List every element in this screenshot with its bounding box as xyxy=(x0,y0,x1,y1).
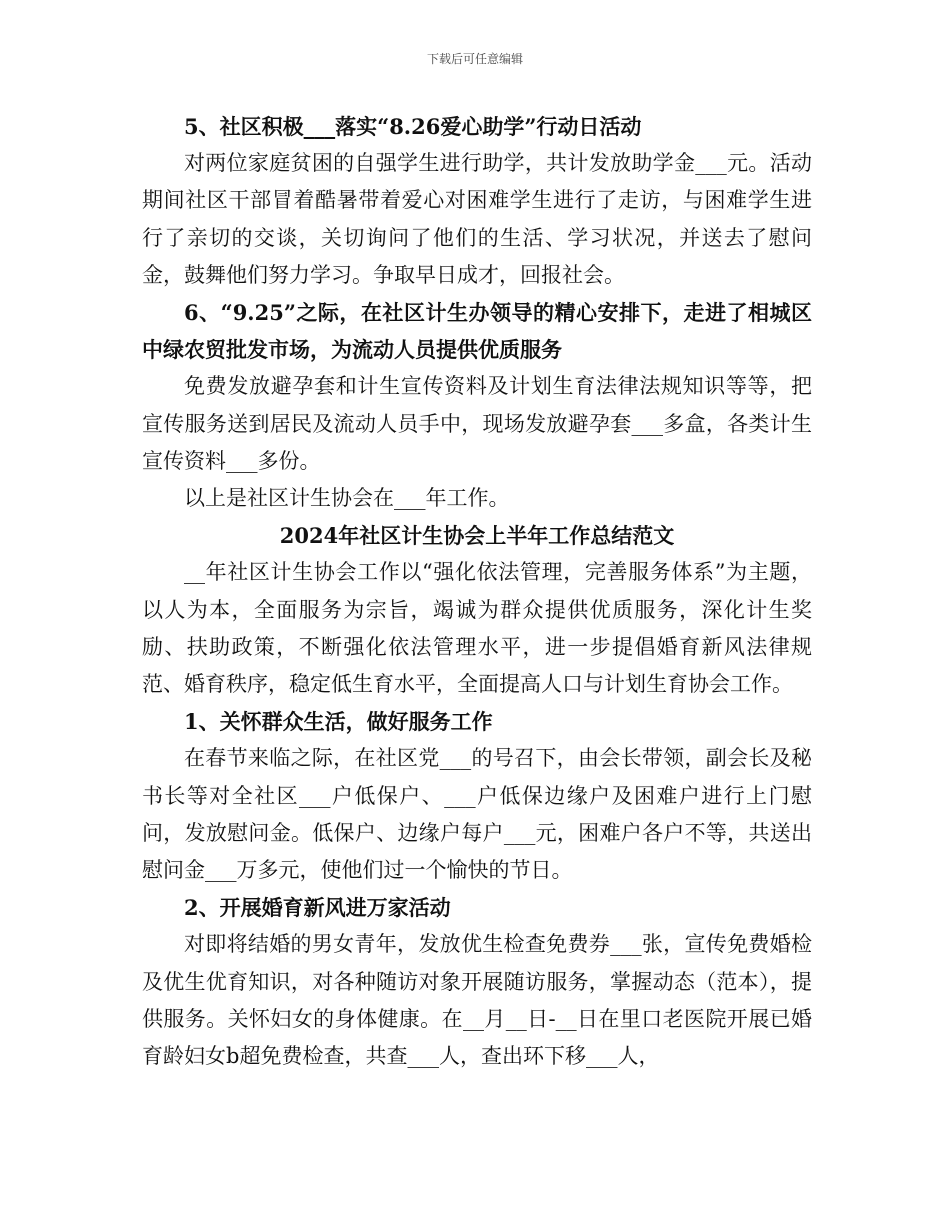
paragraph-spring-festival: 在春节来临之际，在社区党___的号召下，由会长带领，副会长及秘书长等对全社区___户低保户、___户低保边缘户及困难户进行上门慰问，发放慰问金。低保户、边缘户每户___元，困难户各户不等，共送出慰问金___万多元，使他们过一个愉快的节日。 xyxy=(142,746,812,883)
section-heading-5: 5、社区积极___落实“8.26爱心助学”行动日活动 xyxy=(184,114,642,139)
paragraph-free-distribution: 免费发放避孕套和计生宣传资料及计划生育法律法规知识等等，把宣传服务送到居民及流动人员手中，现场发放避孕套___多盒，各类计生宣传资料___多份。 xyxy=(142,374,812,473)
section-heading-6: 6、“9.25”之际，在社区计生办领导的精心安排下，走进了相城区中绿农贸批发市场，为流动人员提供优质服务 xyxy=(142,300,812,363)
section-heading-1: 1、关怀群众生活，做好服务工作 xyxy=(184,709,493,735)
document-title: 2024年社区计生协会上半年工作总结范文 xyxy=(279,523,675,549)
paragraph-marriage-campaign: 对即将结婚的男女青年，发放优生检查免费券___张，宣传免费婚检及优生优育知识，对各种随访对象开展随访服务，掌握动态（范本），提供服务。关怀妇女的身体健康。在__月__日-__日在里口老医院开展已婚育龄妇女b超免费检查，共查___人，查出环下移___人， xyxy=(142,932,812,1069)
page-header-note: 下载后可任意编辑 xyxy=(426,52,523,66)
paragraph-summary-line: 以上是社区计生协会在___年工作。 xyxy=(184,486,510,511)
paragraph-student-aid: 对两位家庭贫困的自强学生进行助学，共计发放助学金___元。活动期间社区干部冒着酷暑带着爱心对困难学生进行了走访，与困难学生进行了亲切的交谈，关切询问了他们的生活、学习状况，并送去了慰问金，鼓舞他们努力学习。争取早日成才，回报社会。 xyxy=(142,151,812,287)
section-heading-2: 2、开展婚育新风进万家活动 xyxy=(184,895,451,921)
paragraph-intro: __年社区计生协会工作以“强化依法管理，完善服务体系”为主题，以人为本，全面服务为宗旨，竭诚为群众提供优质服务，深化计生奖励、扶助政策，不断强化依法管理水平，进一步提倡婚育新风法律规范、婚育秩序，稳定低生育水平，全面提高人口与计划生育协会工作。 xyxy=(142,560,812,697)
document-body xyxy=(142,108,812,1075)
